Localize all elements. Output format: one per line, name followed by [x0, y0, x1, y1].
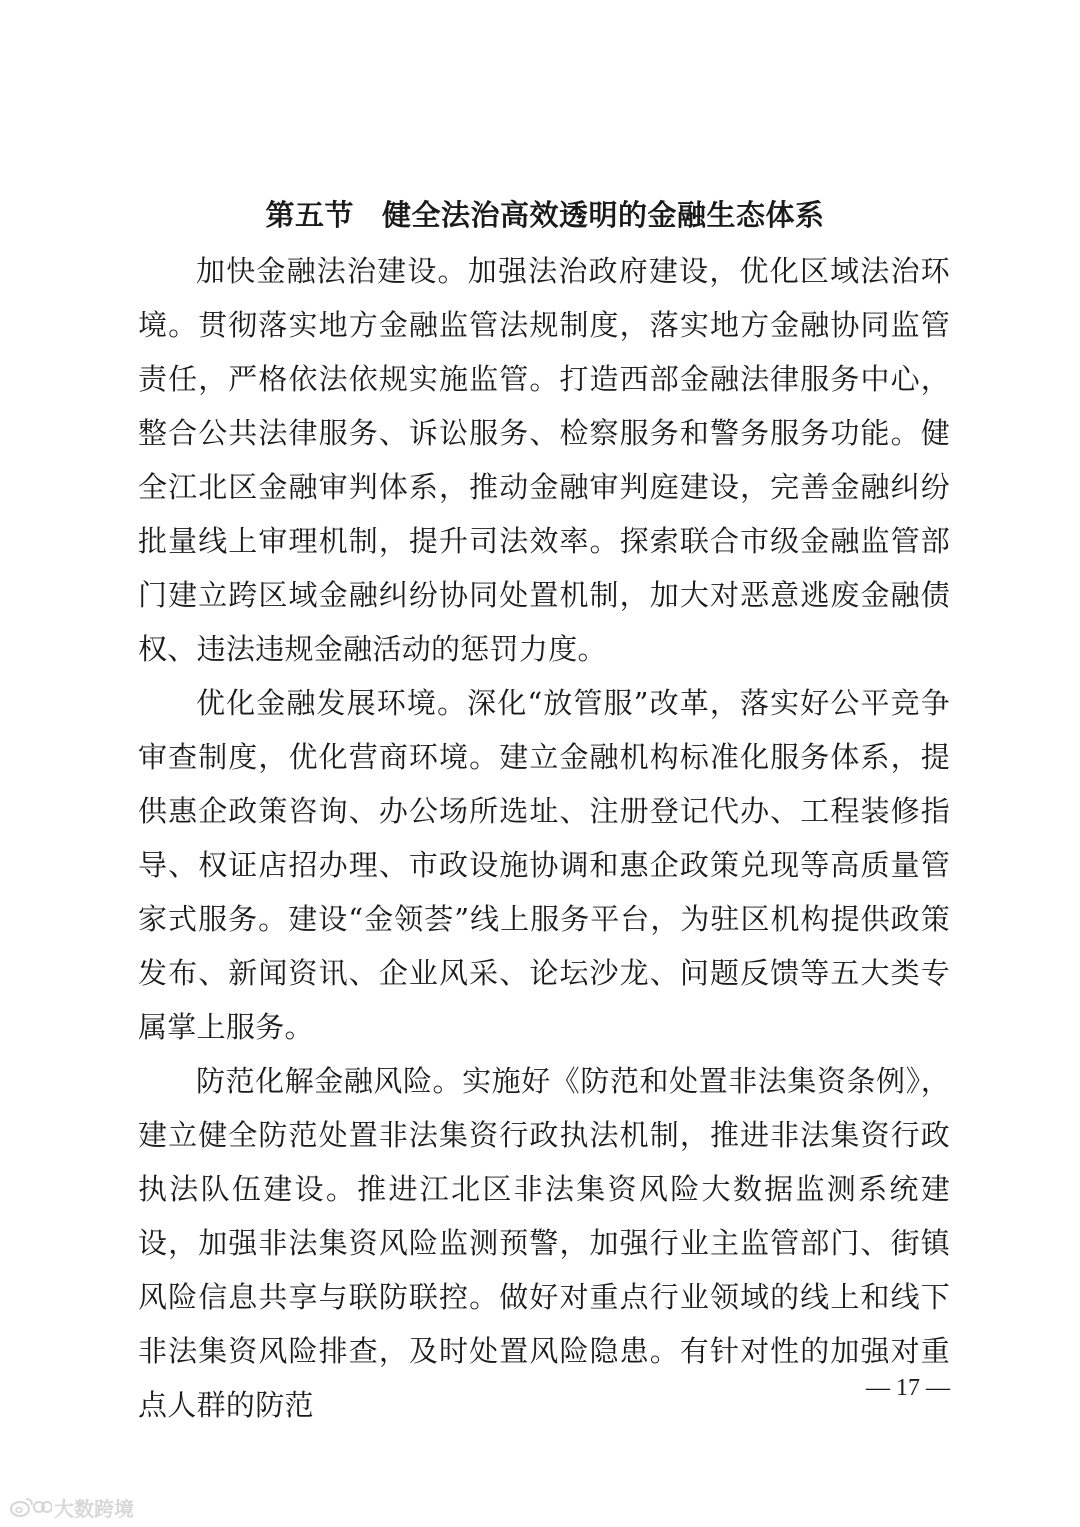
section-title: 健全法治高效透明的金融生态体系 — [382, 198, 825, 232]
watermark-text: 大数跨境 — [54, 1496, 134, 1521]
watermark — [8, 1493, 134, 1521]
page-number: — 17 — — [866, 1375, 950, 1401]
paragraph-financial-rule-of-law: 加快金融法治建设。加强法治政府建设，优化区域法治环境。贯彻落实地方金融监管法规制度，落实地方金融协同监管责任，严格依法依规实施监管。打造西部金融法律服务中心，整合公共法律服务、诉讼服务、检察服务和警务服务功能。健全江北区金融审判体系，推动金融审判庭建设，完善金融纠纷批量线上审理机制，提升司法效率。探索联合市级金融监管部门建立跨区域金融纠纷协同处置机制，加大对恶意逃废金融债权、违法违规金融活动的惩罚力度。 — [138, 254, 950, 666]
section-number: 第五节 — [265, 198, 354, 232]
section-heading — [140, 190, 950, 240]
weibo-logo-icon — [8, 1495, 52, 1519]
paragraph-financial-risk: 防范化解金融风险。实施好《防范和处置非法集资条例》，建立健全防范处置非法集资行政执法机制，推进非法集资行政执法队伍建设。推进江北区非法集资风险大数据监测系统建设，加强非法集资风险监测预警，加强行业主监管部门、街镇风险信息共享与联防联控。做好对重点行业领域的线上和线下非法集资风险排查，及时处置风险隐患。有针对性的加强对重点人群的防范 — [138, 1064, 950, 1422]
body-text — [138, 244, 950, 1432]
paragraph-financial-environment: 优化金融发展环境。深化“放管服”改革，落实好公平竞争审查制度，优化营商环境。建立金融机构标准化服务体系，提供惠企政策咨询、办公场所选址、注册登记代办、工程装修指导、权证店招办理、市政设施协调和惠企政策兑现等高质量管家式服务。建设“金领荟”线上服务平台，为驻区机构提供政策发布、新闻资讯、企业风采、论坛沙龙、问题反馈等五大类专属掌上服务。 — [138, 686, 950, 1044]
